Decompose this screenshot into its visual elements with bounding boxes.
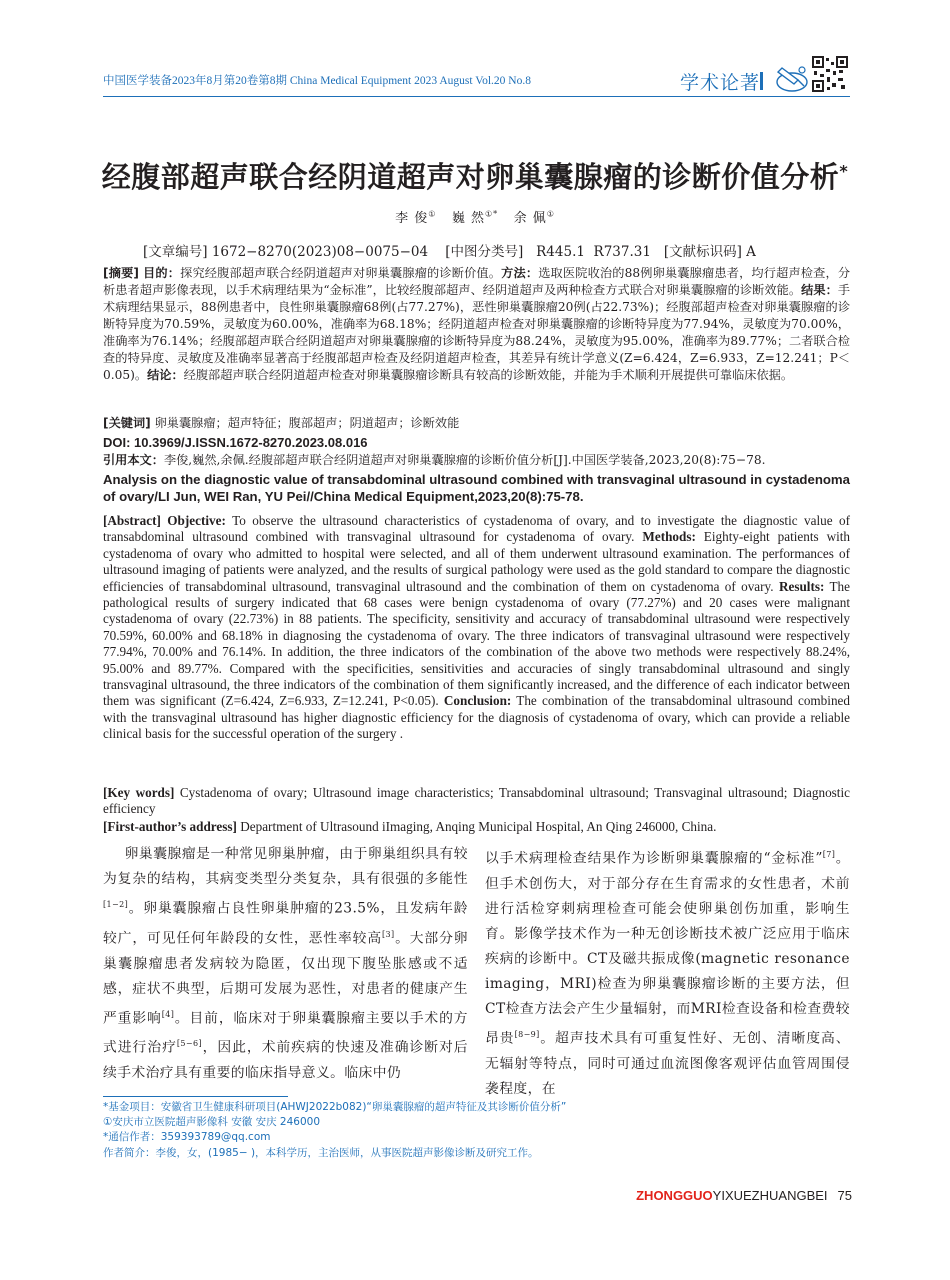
journal-header: 中国医学装备2023年8月第20卷第8期 China Medical Equipment 2023 August Vol.20 No.8 [103,75,531,87]
body-column-left: 卵巢囊腺瘤是一种常见卵巢肿瘤，由于卵巢组织具有较为复杂的结构，其病变类型分类复杂，具有很强的多能性[1−2]。卵巢囊腺瘤占良性卵巢肿瘤的23.5%，且发病年龄较广，可见任何年龄段的女性，恶性率较高[3]。大部分卵巢囊腺瘤患者发病较为隐匿，仅出现下腹坠胀感或不适感，症状不典型，后期可发展为恶性，对患者的健康产生严重影响[4]。目前，临床对于卵巢囊腺瘤主要以手术的方式进行治疗[5−6]，因此，术前疾病的快速及准确诊断对后续手术治疗具有重要的临床指导意义。临床中仍 [103,846,469,1082]
footnote-affiliation: ①安庆市立医院超声影像科 安徽 安庆 246000 [103,1116,321,1129]
author-name: 巍 然 [451,211,485,226]
author-name: 李 俊 [395,211,429,226]
footnote-funding: *基金项目：安徽省卫生健康科研项目(AHWJ2022b082)“卵巢囊腺瘤的超声特征及其诊断价值分析” [103,1101,567,1113]
qr-code-icon [812,56,848,92]
article-title: 经腹部超声联合经阴道超声对卵巢囊腺瘤的诊断价值分析* [101,160,849,194]
header-rule [103,96,850,97]
ultrasound-probe-icon [772,60,812,96]
footnote-rule [103,1096,288,1097]
page-footer: ZHONGGUOYIXUEZHUANGBEI 75 [636,1188,852,1203]
section-divider [760,72,763,90]
footnote-author-bio: 作者简介：李俊，女，(1985− )，本科学历，主治医师，从事医院超声影像诊断及研究工作。 [103,1146,539,1159]
body-column-right: 以手术病理检查结果作为诊断卵巢囊腺瘤的“金标准”[7]。但手术创伤大，对于部分存在生育需求的女性患者，术前进行活检穿刺病理检查可能会使卵巢创伤加重，影响生育。影像学技术作为一种无创诊断技术被广泛应用于临床疾病的诊断中。CT及磁共振成像(magnetic resonance imaging，MRI)检查为卵巢囊腺瘤诊断的主要方法，但CT检查方法会产生少量辐射，而MRI检查设备和检查费较昂贵[8−9]。超声技术具有可重复性好、无创、清晰度高、无辐射等特点，同时可通过血流图像客观评估血管周围侵袭程度，在 [485,850,850,1098]
first-author-address: [First-author’s address] Department of Ultrasound iImaging, Anqing Municipal Hospital, An Qing 246000, China. [103,819,717,834]
abstract-cn: [摘要] 目的：探究经腹部超声联合经阴道超声对卵巢囊腺瘤的诊断价值。方法：选取医院收治的88例卵巢囊腺瘤患者，均行超声检查，分析患者超声影像表现，以手术病理结果为“金标准”，比较经腹部超声、经阴道超声及两种检查方式联合对卵巢囊腺瘤的诊断效能。结果：手术病理结果显示，88例患者中，良性卵巢囊腺瘤68例(占77.27%)，恶性卵巢囊腺瘤20例(占22.73%)；经腹部超声检查对卵巢囊腺瘤的诊断特异度为70.59%，灵敏度为60.00%，准确率为68.18%；经阴道超声检查对卵巢囊腺瘤的诊断特异度为77.94%，灵敏度为70.00%，准确率为76.14%；经腹部超声联合经阴道超声对卵巢囊腺瘤的诊断特异度为88.24%，灵敏度为95.00%，准确率为89.77%；二者联合检查的特异度、灵敏度及准确率显著高于经腹部超声检查及经阴道超声检查，其差异有统计学意义(Z=6.424，Z=6.933，Z=12.241；P＜0.05)。结论：经腹部超声联合经阴道超声检查对卵巢囊腺瘤诊断具有较高的诊断效能，并能为手术顺利开展提供可靠临床依据。 [103,266,851,382]
author-list: 李 俊① 巍 然①* 余 佩① [395,209,555,226]
english-title: Analysis on the diagnostic value of transabdominal ultrasound combined with transvaginal ultrasound in cystadenoma of ovary/LI Jun, WEI Ran, YU Pei//China Medical Equipment,2023,20(8):75-78. [103,472,850,504]
footnotes [103,1100,566,1161]
abstract-en: [Abstract] Objective: To observe the ultrasound characteristics of cystadenoma of ovary, and to investigate the diagnostic value of transabdominal ultrasound combined with transvaginal ultrasound for cystadenoma of ovary. Methods: Eighty-eight patients with cystadenoma of ovary who admitted to hospital were selected, and all of them underwent ultrasound examination. The performances of ultrasound imaging of patients were analyzed, and the results of surgical pathology were used as the gold standard to compare the diagnostic efficiencies of transabdominal ultrasound, transvaginal ultrasound and the combination of them on cystadenoma of ovary. Results: The pathological results of surgery indicated that 68 cases were benign cystadenoma of ovary (77.27%) and 20 cases were malignant cystadenoma of ovary (22.73%) in 88 patients. The specificity, sensitivity and accuracy of transabdominal ultrasound were respectively 70.59%, 60.00% and 68.18% in diagnosing the cystadenoma of ovary. The three indicators of transvaginal ultrasound were respectively 77.94%, 70.00% and 76.14%. In addition, the three indicators of the combination of the above two methods were respectively 88.24%, 95.00% and 89.77%. Compared with the specificities, sensitivities and accuracies of singly transabdominal ultrasound and singly transvaginal ultrasound, the three indicators of the combination of them significantly increased, and the difference of each indicator between them was significant (Z=6.424, Z=6.933, Z=12.241, P<0.05). Conclusion: The combination of the transabdominal ultrasound combined with the transvaginal ultrasound has higher diagnostic efficiency for the diagnosis of cystadenoma of ovary, which can provide a reliable clinical basis for the successful operation of the surgery . [103,513,851,742]
citation: 引用本文：李俊,巍然,余佩.经腹部超声联合经阴道超声对卵巢囊腺瘤的诊断价值分析[J].中国医学装备,2023,20(8):75−78. [103,453,766,467]
article-meta: [文章编号] 1672−8270(2023)08−0075−04 [中图分类号] R445.1 R737.31 [文献标识码] A [143,244,756,260]
doi: DOI: 10.3969/J.ISSN.1672-8270.2023.08.016 [103,435,368,450]
section-label: 学术论著 [679,72,760,94]
footnote-corresponding: *通信作者：359393789@qq.com [103,1131,271,1144]
page-number: 75 [837,1188,852,1203]
author-name: 余 佩 [513,211,547,226]
keywords-en: [Key words] Cystadenoma of ovary; Ultrasound image characteristics; Transabdominal ultrasound; Transvaginal ultrasound; Diagnostic efficiency [103,785,850,817]
keywords-cn: [关键词] 卵巢囊腺瘤；超声特征；腹部超声；阴道超声；诊断效能 [103,416,460,430]
